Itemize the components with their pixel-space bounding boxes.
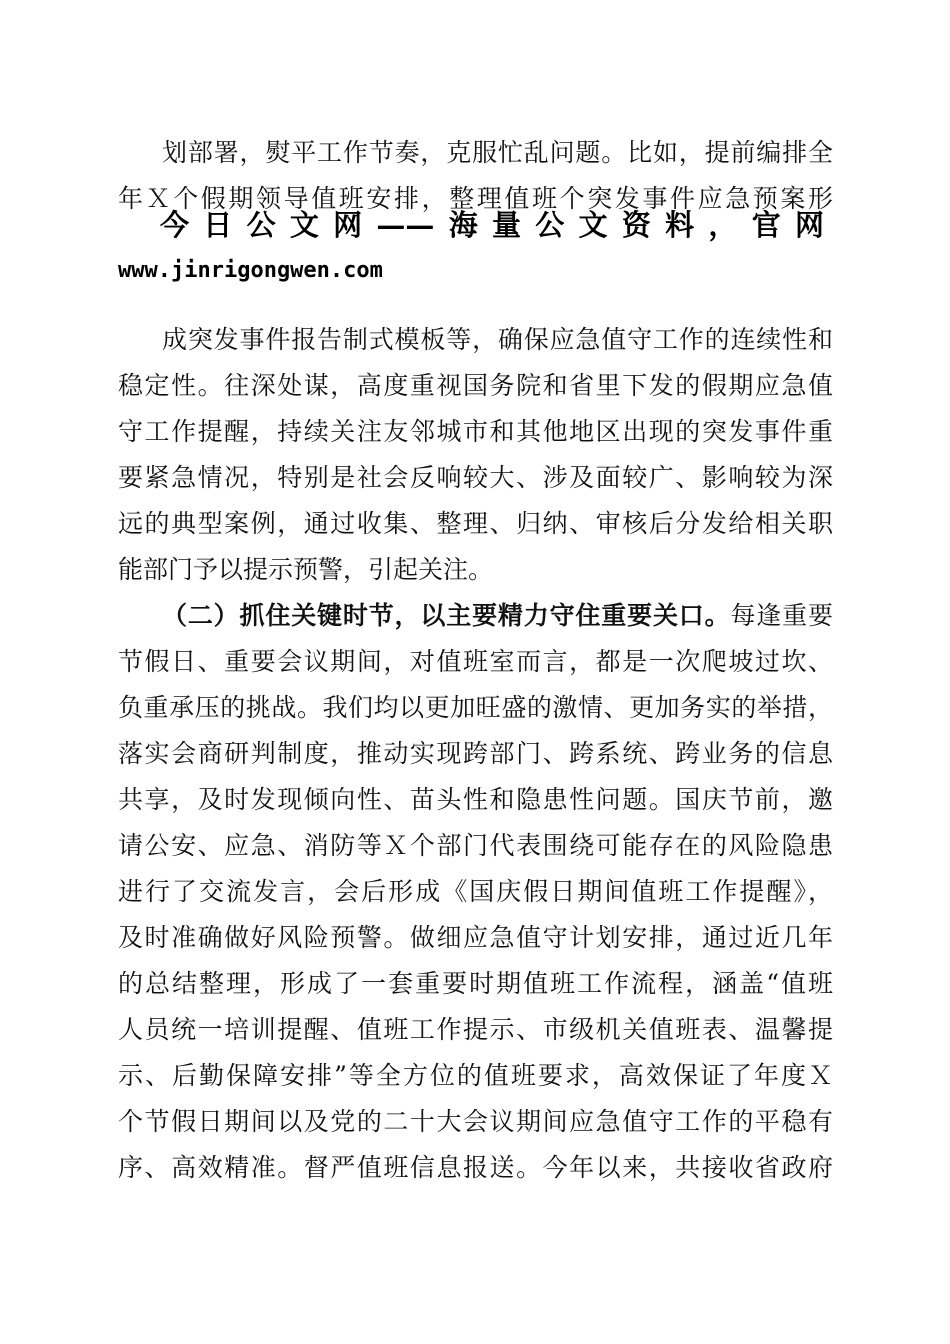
section-heading-line [162, 596, 833, 636]
text-line: 守工作提醒，持续关注友邻城市和其他地区出现的突发事件重 [118, 417, 833, 446]
text-span: 每逢重要 [730, 601, 833, 630]
watermark-title: 今日公文网——海量公文资料，官网 [160, 208, 824, 242]
text-line: 远的典型案例，通过收集、整理、归纳、审核后分发给相关职 [118, 509, 833, 538]
text-line: 年Ｘ个假期领导值班安排，整理值班个突发事件应急预案形 [118, 184, 833, 213]
text-line: 的总结整理，形成了一套重要时期值班工作流程，涵盖“值班 [118, 969, 833, 998]
text-line: 共享，及时发现倾向性、苗头性和隐患性问题。国庆节前，邀 [118, 785, 833, 814]
text-line: 示、后勤保障安排”等全方位的值班要求，高效保证了年度Ｘ [118, 1061, 833, 1090]
text-line: 要紧急情况，特别是社会反响较大、涉及面较广、影响较为深 [118, 463, 833, 492]
text-line: 个节假日期间以及党的二十大会议期间应急值守工作的平稳有 [118, 1107, 833, 1136]
section-heading: （二）抓住关键时节，以主要精力守住重要关口。 [162, 601, 731, 630]
text-line: 及时准确做好风险预警。做细应急值守计划安排，通过近几年 [118, 923, 833, 952]
text-line: 人员统一培训提醒、值班工作提示、市级机关值班表、温馨提 [118, 1015, 833, 1044]
text-line: 请公安、应急、消防等Ｘ个部门代表围绕可能存在的风险隐患 [118, 831, 833, 860]
text-line: 节假日、重要会议期间，对值班室而言，都是一次爬坡过坎、 [118, 647, 833, 676]
text-line: 负重承压的挑战。我们均以更加旺盛的激情、更加务实的举措， [118, 693, 833, 722]
text-line: 稳定性。往深处谋，高度重视国务院和省里下发的假期应急值 [118, 371, 833, 400]
text-line: 划部署，熨平工作节奏，克服忙乱问题。比如，提前编排全 [162, 138, 833, 167]
watermark-url: www.jinrigongwen.com [118, 258, 383, 283]
text-line: 落实会商研判制度，推动实现跨部门、跨系统、跨业务的信息 [118, 739, 833, 768]
text-line: 能部门予以提示预警，引起关注。 [118, 555, 494, 584]
text-line: 序、高效精准。督严值班信息报送。今年以来，共接收省政府 [118, 1153, 833, 1182]
text-line: 成突发事件报告制式模板等，确保应急值守工作的连续性和 [162, 325, 833, 354]
text-line: 进行了交流发言，会后形成《国庆假日期间值班工作提醒》， [118, 877, 833, 906]
